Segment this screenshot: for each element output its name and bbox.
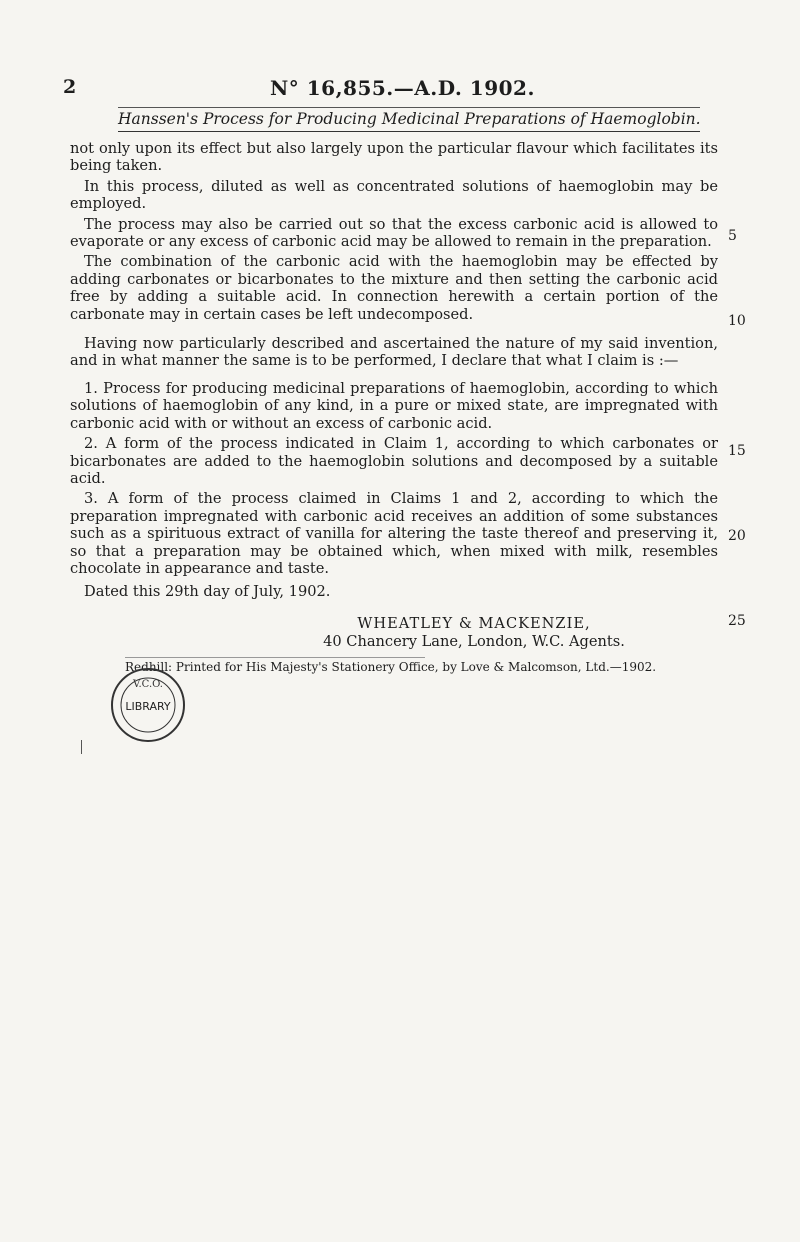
- margin-line-number: 20: [728, 528, 746, 544]
- date-line: Dated this 29th day of July, 1902.: [84, 583, 331, 601]
- printer-imprint: Redhill: Printed for His Majesty's Stationery Office, by Love & Malcomson, Ltd.—1902.: [125, 660, 657, 674]
- signature-block: [70, 615, 718, 651]
- margin-line-number: 15: [728, 443, 746, 459]
- running-title-rule: [118, 131, 700, 132]
- agent-name: WHEATLEY & MACKENZIE,: [357, 614, 591, 632]
- patent-number: N° 16,855.—A.D. 1902.: [270, 76, 535, 100]
- paragraph-2: In this process, diluted as well as concentrated solutions of haemoglobin may be employed.: [70, 177, 718, 213]
- margin-line-number: 25: [728, 613, 746, 629]
- margin-tick: [81, 740, 82, 754]
- agent-address: 40 Chancery Lane, London, W.C. Agents.: [323, 632, 625, 650]
- printer-rule: [125, 657, 425, 658]
- library-stamp: [100, 665, 196, 745]
- claim-3: 3. A form of the process claimed in Claims 1 and 2, according to which the preparation impregnated with carbonic acid receives an addition of some substances such as a spirituous extract of vanilla for altering the taste thereof and preserving it, so that a preparation may be obtained which, when mixed with milk, resembles chocolate in appearance and taste.: [70, 490, 718, 577]
- claim-1: 1. Process for producing medicinal preparations of haemoglobin, according to which solutions of haemoglobin of any kind, in a pure or mixed state, are impregnated with carbonic acid with or without an excess of carbonic acid.: [70, 379, 718, 432]
- paragraph-4: The combination of the carbonic acid with the haemoglobin may be effected by adding carbonates or bicarbonates to the mixture and then setting the carbonic acid free by adding a suitable acid. In connection herewith a certain portion of the carbonate may in certain cases be left undecomposed.: [70, 253, 718, 323]
- paragraph-1: not only upon its effect but also largely upon the particular flavour which facilitates its being taken.: [70, 140, 718, 175]
- claim-2: 2. A form of the process indicated in Claim 1, according to which carbonates or bicarbonates are added to the haemoglobin solutions and decomposed by a suitable acid.: [70, 435, 718, 487]
- margin-line-number: 10: [728, 313, 746, 329]
- paragraph-5: Having now particularly described and ascertained the nature of my said invention, and in what manner the same is to be performed, I declare that what I claim is :—: [70, 335, 718, 370]
- paragraph-3: The process may also be carried out so that the excess carbonic acid is allowed to evaporate or any excess of carbonic acid may be allowed to remain in the preparation.: [70, 215, 718, 251]
- page-number: 2: [63, 76, 77, 98]
- margin-line-number: 5: [728, 228, 737, 244]
- stamp-label: LIBRARY: [125, 700, 171, 713]
- body-text: [70, 140, 718, 651]
- running-title: Hanssen's Process for Producing Medicinal Preparations of Haemoglobin.: [118, 110, 701, 128]
- header-rule: [118, 107, 700, 108]
- stamp-ring-text: V.C.O.: [133, 679, 163, 690]
